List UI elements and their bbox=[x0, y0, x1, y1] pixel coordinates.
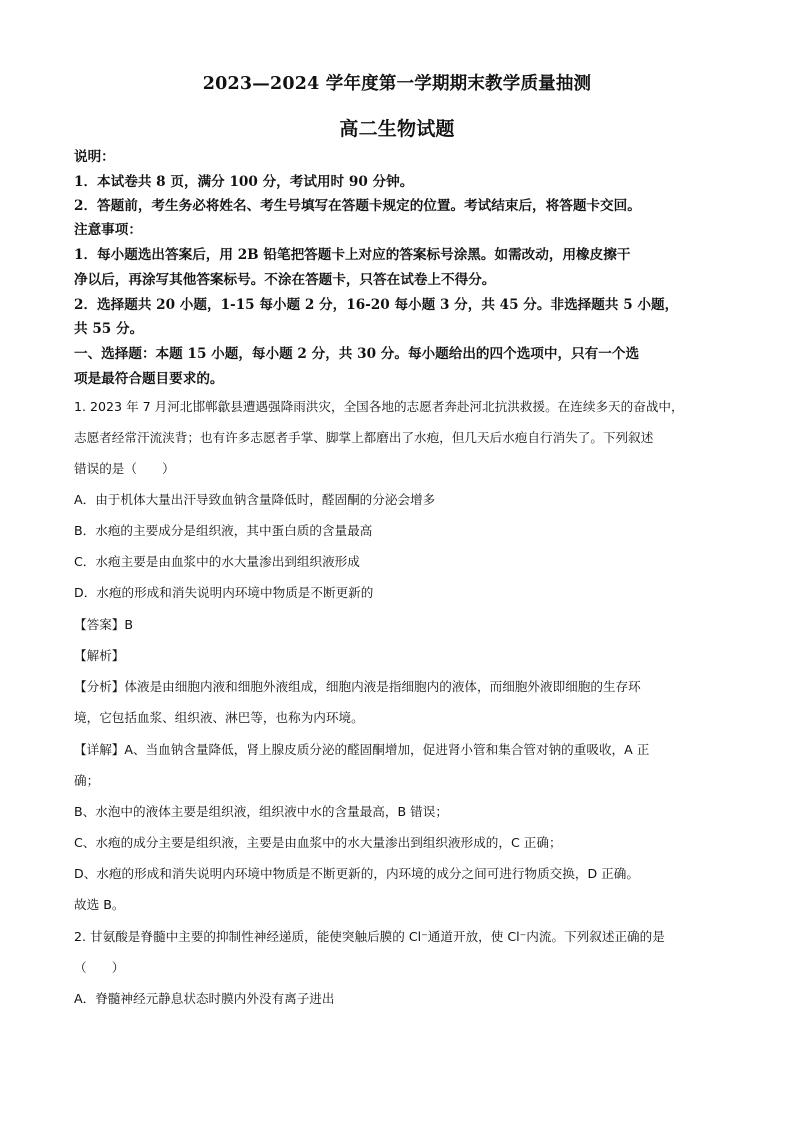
question-1-stem: 错误的是（ ） bbox=[74, 461, 175, 476]
question-1-detail: 【详解】A、当血钠含量降低，肾上腺皮质分泌的醛固酮增加，促进肾小管和集合管对钠的重吸收，A 正 bbox=[74, 742, 650, 757]
question-1-stem: 1. 2023 年 7 月河北邯郸歙县遭遇强降雨洪灾，全国各地的志愿者奔赴河北抗洪救援。在连续多天的奋战中， bbox=[74, 399, 684, 414]
question-1-detail: C、水疱的成分主要是组织液，主要是由血浆中的水大量渗出到组织液形成的，C 正确； bbox=[74, 835, 562, 850]
notes-line: 2．选择题共 20 小题，1-15 每小题 2 分，16-20 每小题 3 分，共 45 分。非选择题共 5 小题， bbox=[74, 297, 679, 313]
question-1-option-a: A．由于机体大量出汗导致血钠含量降低时，醛固酮的分泌会增多 bbox=[74, 492, 436, 507]
exam-title: 2023—2024 学年度第一学期期末教学质量抽测 bbox=[202, 74, 592, 94]
intro-item: 2．答题前，考生务必将姓名、考生号填写在答题卡规定的位置。考试结束后，将答题卡交回。 bbox=[74, 198, 641, 214]
question-1-detail: B、水泡中的液体主要是组织液，组织液中水的含量最高，B 错误； bbox=[74, 804, 448, 819]
section-heading: 项是最符合题目要求的。 bbox=[74, 371, 224, 387]
intro-item: 1．本试卷共 8 页，满分 100 分，考试用时 90 分钟。 bbox=[74, 174, 414, 190]
notes-line: 净以后，再涂写其他答案标号。不涂在答题卡，只答在试卷上不得分。 bbox=[74, 272, 496, 288]
intro-label: 说明： bbox=[74, 149, 115, 165]
question-1-stem: 志愿者经常汗流浃背；也有许多志愿者手掌、脚掌上都磨出了水疱，但几天后水疱自行消失了。下列叙述 bbox=[74, 430, 654, 445]
section-heading: 一、选择题：本题 15 小题，每小题 2 分，共 30 分。每小题给出的四个选项中，只有一个选 bbox=[74, 346, 640, 362]
question-2-stem: 2. 甘氨酸是脊髓中主要的抑制性神经递质，能使突触后膜的 Cl⁻通道开放，使 Cl⁻内流。下列叙述正确的是 bbox=[74, 929, 665, 944]
question-1-analysis-label: 【解析】 bbox=[74, 648, 125, 663]
exam-subtitle: 高二生物试题 bbox=[339, 118, 455, 140]
question-1-option-c: C．水疱主要是由血浆中的水大量渗出到组织液形成 bbox=[74, 554, 360, 569]
question-1-detail: 故选 B。 bbox=[74, 897, 125, 912]
question-1-analysis: 境，它包括血浆、组织液、淋巴等，也称为内环境。 bbox=[74, 710, 364, 725]
question-1-option-b: B．水疱的主要成分是组织液，其中蛋白质的含量最高 bbox=[74, 523, 373, 538]
question-2-stem: （ ） bbox=[74, 960, 125, 975]
question-2-option-a: A．脊髓神经元静息状态时膜内外没有离子进出 bbox=[74, 991, 335, 1006]
question-1-detail: D、水疱的形成和消失说明内环境中物质是不断更新的，内环境的成分之间可进行物质交换，D 正确。 bbox=[74, 866, 639, 881]
question-1-detail: 确； bbox=[74, 773, 100, 788]
notes-line: 1．每小题选出答案后，用 2B 铅笔把答题卡上对应的答案标号涂黑。如需改动，用橡皮擦干 bbox=[74, 247, 631, 263]
notes-label: 注意事项： bbox=[74, 222, 142, 238]
question-1-option-d: D．水疱的形成和消失说明内环境中物质是不断更新的 bbox=[74, 585, 374, 600]
notes-line: 共 55 分。 bbox=[74, 321, 144, 337]
question-1-analysis: 【分析】体液是由细胞内液和细胞外液组成，细胞内液是指细胞内的液体，而细胞外液即细胞的生存环 bbox=[74, 679, 641, 694]
question-1-answer: 【答案】B bbox=[74, 617, 134, 632]
